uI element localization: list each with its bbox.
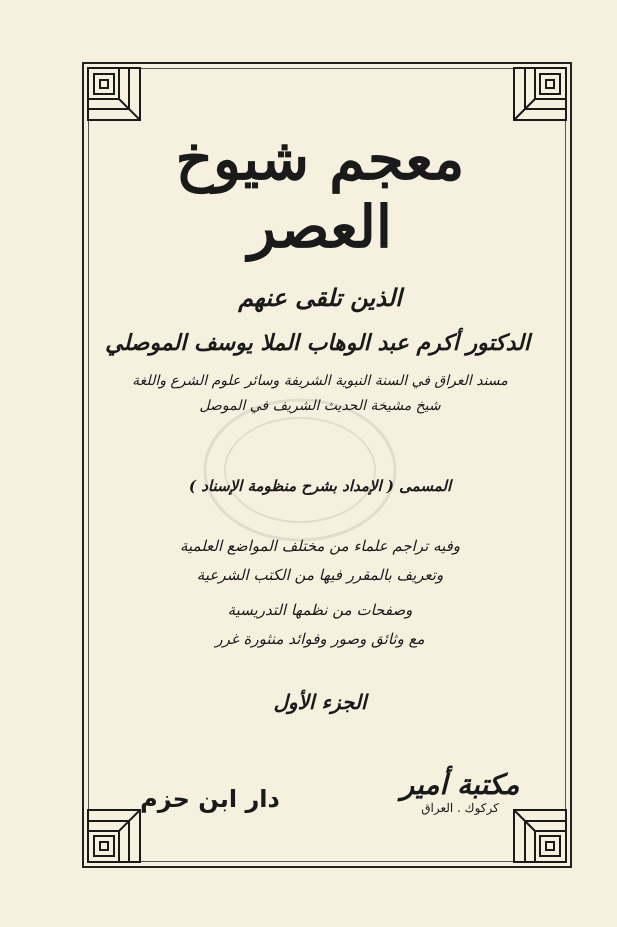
corner-ornament-bottom-right (511, 807, 569, 865)
description-line: وصفحات من نظمها التدريسية (227, 601, 413, 619)
author-role-1: مسند العراق في السنة النبوية الشريفة وسائر علوم الشرع واللغة (132, 373, 508, 389)
publisher-dar-ibn-hazm: دار ابن حزم (140, 785, 280, 813)
author-name: الدكتور أكرم عبد الوهاب الملا يوسف الموصلي (105, 330, 530, 356)
book-title: معجم شيوخ العصر (175, 125, 465, 261)
watermark-seal (200, 395, 400, 545)
corner-ornament-top-right (511, 65, 569, 123)
publisher-name: مكتبة أمير (400, 768, 520, 801)
description-line: وفيه تراجم علماء من مختلف المواضع العلمية (179, 537, 461, 555)
author-role-2: شيخ مشيخة الحديث الشريف في الموصل (199, 398, 441, 414)
publisher-location: كركوك . العراق (421, 801, 499, 815)
publisher-maktabat-amir (385, 768, 535, 815)
alternate-title: المسمى ( الإمداد بشرح منظومة الإسناد ) (188, 477, 452, 495)
book-subtitle: الذين تلقى عنهم (238, 283, 402, 312)
description-line: مع وثائق وصور وفوائد منثورة غرر (215, 630, 425, 648)
corner-ornament-bottom-left (85, 807, 143, 865)
volume-label: الجزء الأول (273, 690, 367, 714)
corner-ornament-top-left (85, 65, 143, 123)
description-line: وتعريف بالمقرر فيها من الكتب الشرعية (196, 566, 444, 584)
